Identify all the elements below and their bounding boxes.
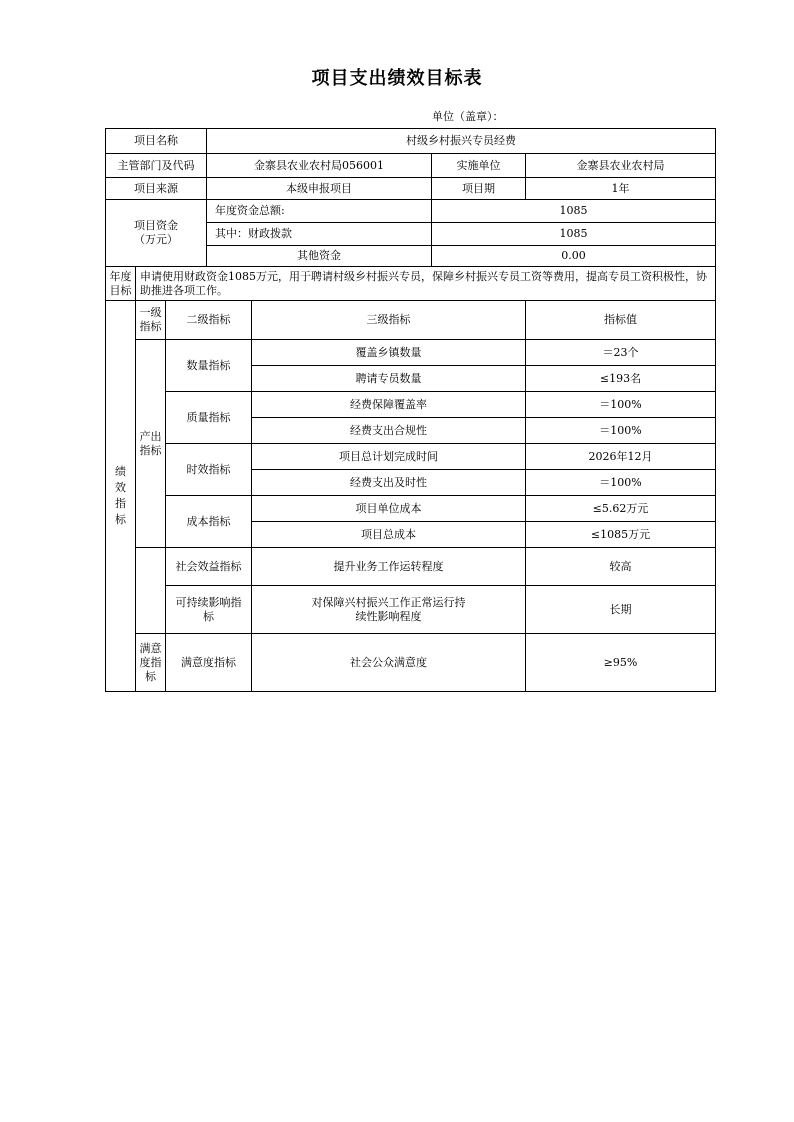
indicator-row: [106, 392, 716, 418]
level3-header: 三级指标: [252, 301, 526, 340]
performance-table: [105, 128, 716, 692]
indicator-value: ≤1085万元: [526, 522, 716, 548]
satisfaction-level1-label: [136, 634, 166, 692]
funds-other-value: 0.00: [432, 246, 716, 267]
indicator-row: [106, 340, 716, 366]
indicator-row: [106, 444, 716, 470]
quality-indicator-label: 质量指标: [166, 392, 252, 444]
indicator-row: [106, 496, 716, 522]
performance-indicator-label: [106, 301, 136, 692]
project-period-value: 1年: [526, 178, 716, 200]
indicator-value: ＝100%: [526, 470, 716, 496]
indicator-name: 项目总成本: [252, 522, 526, 548]
outer-label-char: 效: [115, 481, 126, 494]
funds-label-line1: 项目资金: [134, 219, 178, 232]
outer-label-char: 标: [115, 513, 126, 526]
indicator-value: ≥95%: [526, 634, 716, 692]
output-label-line2: 指标: [139, 443, 162, 457]
social-benefit-indicator-label: 社会效益指标: [166, 548, 252, 586]
annual-objective-text: 申请使用财政资金1085万元，用于聘请村级乡村振兴专员，保障乡村振兴专员工资等费用，提高专员工资积极性，协助推进各项工作。: [136, 267, 716, 301]
indicator-value: ＝23个: [526, 340, 716, 366]
satisfaction-indicator-label: 满意度指标: [166, 634, 252, 692]
project-source-value: 本级申报项目: [207, 178, 432, 200]
funds-fiscal-value: 1085: [432, 223, 716, 246]
project-name-value: 村级乡村振兴专员经费: [207, 129, 716, 154]
project-period-label: 项目期: [432, 178, 526, 200]
quantity-indicator-label: 数量指标: [166, 340, 252, 392]
funds-label-line2: （万元）: [134, 233, 178, 246]
department-value: 金寨县农业农村局056001: [207, 154, 432, 178]
satisfaction-level1-line3: 标: [145, 669, 156, 683]
level1-header-line1: 一级: [139, 306, 162, 319]
funds-row: [106, 200, 716, 223]
unit-label: 单位（盖章）：: [432, 110, 504, 123]
indicator-value: ≤193名: [526, 366, 716, 392]
satisfaction-level1-line2: 度指: [139, 655, 162, 669]
annual-objective-row: [106, 267, 716, 301]
indicator-value: ＝100%: [526, 418, 716, 444]
indicator-name: 覆盖乡镇数量: [252, 340, 526, 366]
indicator-value: 较高: [526, 548, 716, 586]
implementing-unit-value: 金寨县农业农村局: [526, 154, 716, 178]
funds-total-value: 1085: [432, 200, 716, 223]
level1-header: [136, 301, 166, 340]
indicator-name: [252, 586, 526, 634]
outer-label-char: 绩: [115, 465, 126, 478]
indicator-row: [106, 634, 716, 692]
objective-label-line2: 目标: [109, 283, 132, 297]
annual-objective-label: [106, 267, 136, 301]
satisfaction-level1-line1: 满意: [139, 641, 162, 655]
timeliness-indicator-label: 时效指标: [166, 444, 252, 496]
indicator-name: 提升业务工作运转程度: [252, 548, 526, 586]
sustain-label-line2: 标: [203, 609, 214, 623]
implementing-unit-label: 实施单位: [432, 154, 526, 178]
indicator-name: 聘请专员数量: [252, 366, 526, 392]
sustain-name-line1: 对保障兴村振兴工作正常运行持: [311, 595, 466, 609]
project-source-label: 项目来源: [106, 178, 207, 200]
sustain-label-line1: 可持续影响指: [175, 595, 242, 609]
output-label-line1: 产出: [139, 429, 162, 443]
cost-indicator-label: 成本指标: [166, 496, 252, 548]
indicator-value: 2026年12月: [526, 444, 716, 470]
project-name-row: [106, 129, 716, 154]
page-title: 项目支出绩效目标表: [311, 68, 483, 89]
indicator-name: 经费支出及时性: [252, 470, 526, 496]
level1-header-line2: 指标: [139, 320, 162, 333]
sustain-name-line2: 续性影响程度: [355, 609, 422, 623]
sustainability-indicator-label: [166, 586, 252, 634]
project-funds-label: [106, 200, 207, 267]
indicator-name: 社会公众满意度: [252, 634, 526, 692]
indicator-value: ＝100%: [526, 392, 716, 418]
objective-label-line1: 年度: [109, 269, 132, 283]
source-row: [106, 178, 716, 200]
funds-other-label: 其他资金: [207, 246, 432, 267]
level2-header: 二级指标: [166, 301, 252, 340]
indicator-header-row: [106, 301, 716, 340]
department-label: 主管部门及代码: [106, 154, 207, 178]
department-row: [106, 154, 716, 178]
indicator-name: 项目单位成本: [252, 496, 526, 522]
funds-total-label: 年度资金总额:: [207, 200, 432, 223]
indicator-value: 长期: [526, 586, 716, 634]
indicator-row: [106, 586, 716, 634]
outer-label-char: 指: [115, 497, 126, 510]
effect-indicator-label: [136, 548, 166, 634]
indicator-row: [106, 548, 716, 586]
project-name-label: 项目名称: [106, 129, 207, 154]
output-indicator-label: [136, 340, 166, 548]
indicator-name: 经费保障覆盖率: [252, 392, 526, 418]
indicator-name: 经费支出合规性: [252, 418, 526, 444]
indicator-name: 项目总计划完成时间: [252, 444, 526, 470]
indicator-value: ≤5.62万元: [526, 496, 716, 522]
funds-fiscal-label: 其中：财政拨款: [207, 223, 432, 246]
indicator-value-header: 指标值: [526, 301, 716, 340]
